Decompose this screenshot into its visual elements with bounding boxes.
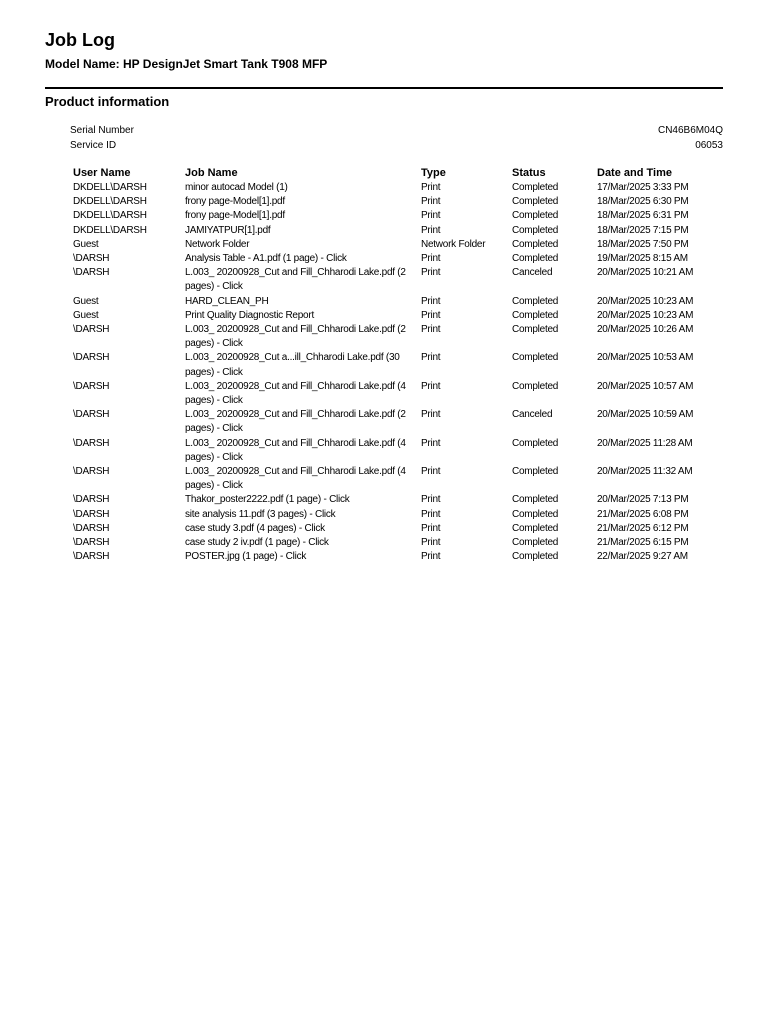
user-name-cell: \DARSH xyxy=(73,551,110,563)
type-cell: Print xyxy=(421,210,441,222)
table-row xyxy=(70,465,723,493)
type-cell: Print xyxy=(421,508,441,520)
job-name-cell: minor autocad Model (1) xyxy=(185,182,288,193)
job-name-cell: site analysis 11.pdf (3 pages) - Click xyxy=(185,508,336,520)
status-cell: Completed xyxy=(512,352,559,364)
type-cell: Print xyxy=(421,309,441,321)
table-row xyxy=(70,351,723,379)
date-time-cell: 21/Mar/2025 6:08 PM xyxy=(597,508,689,520)
table-row xyxy=(70,295,723,309)
status-cell: Canceled xyxy=(512,409,553,421)
date-time-cell: 20/Mar/2025 10:57 AM xyxy=(597,380,694,392)
table-row xyxy=(70,266,723,294)
table-row xyxy=(70,209,723,223)
table-row xyxy=(70,550,723,564)
table-row xyxy=(70,238,723,252)
job-name-cell: Analysis Table - A1.pdf (1 page) - Click xyxy=(185,253,347,265)
date-time-cell: 21/Mar/2025 6:15 PM xyxy=(597,537,689,549)
date-time-cell: 20/Mar/2025 11:32 AM xyxy=(597,466,693,478)
status-cell: Completed xyxy=(512,224,559,236)
date-time-cell: 21/Mar/2025 6:12 PM xyxy=(597,522,689,534)
status-cell: Completed xyxy=(512,295,559,307)
type-cell: Network Folder xyxy=(421,238,486,250)
job-name-cell: JAMIYATPUR[1].pdf xyxy=(185,224,271,236)
job-log-rows xyxy=(70,181,723,564)
job-name-cell: frony page-Model[1].pdf xyxy=(185,196,285,208)
job-name-cell: L.003_ 20200928_Cut a...ill_Chharodi Lake.pdf (30 pages) - Click xyxy=(185,352,400,378)
serial-number-label: Serial Number xyxy=(70,125,134,136)
user-name-cell: \DARSH xyxy=(73,437,110,449)
page-title: Job Log xyxy=(45,30,115,50)
table-row xyxy=(70,224,723,238)
status-cell: Completed xyxy=(512,522,559,534)
type-cell: Print xyxy=(421,182,441,193)
column-header-date-time: Date and Time xyxy=(597,167,672,179)
job-name-cell: frony page-Model[1].pdf xyxy=(185,210,285,222)
job-name-cell: case study 3.pdf (4 pages) - Click xyxy=(185,522,325,534)
status-cell: Completed xyxy=(512,437,559,449)
type-cell: Print xyxy=(421,551,441,563)
table-row xyxy=(70,181,723,195)
date-time-cell: 20/Mar/2025 10:26 AM xyxy=(597,324,694,336)
date-time-cell: 20/Mar/2025 10:53 AM xyxy=(597,352,694,364)
job-name-cell: L.003_ 20200928_Cut and Fill_Chharodi Lake.pdf (4 pages) - Click xyxy=(185,380,406,407)
job-log-table xyxy=(70,166,723,564)
job-name-cell: Network Folder xyxy=(185,238,250,250)
type-cell: Print xyxy=(421,253,441,265)
type-cell: Print xyxy=(421,437,441,449)
date-time-cell: 20/Mar/2025 10:23 AM xyxy=(597,295,694,307)
job-name-cell: HARD_CLEAN_PH xyxy=(185,295,269,307)
user-name-cell: \DARSH xyxy=(73,267,110,279)
table-row xyxy=(70,323,723,351)
type-cell: Print xyxy=(421,380,441,392)
user-name-cell: DKDELL\DARSH xyxy=(73,224,147,236)
type-cell: Print xyxy=(421,494,441,506)
job-name-cell: case study 2 iv.pdf (1 page) - Click xyxy=(185,537,329,549)
date-time-cell: 20/Mar/2025 10:23 AM xyxy=(597,309,694,321)
user-name-cell: \DARSH xyxy=(73,537,110,549)
table-row xyxy=(70,437,723,465)
service-id-row xyxy=(70,139,723,154)
date-time-cell: 22/Mar/2025 9:27 AM xyxy=(597,551,688,563)
table-row xyxy=(70,493,723,507)
product-info-block xyxy=(70,124,723,153)
table-row xyxy=(70,380,723,408)
job-name-cell: L.003_ 20200928_Cut and Fill_Chharodi Lake.pdf (2 pages) - Click xyxy=(185,409,406,435)
status-cell: Completed xyxy=(512,182,559,193)
user-name-cell: Guest xyxy=(73,238,99,250)
user-name-cell: Guest xyxy=(73,309,99,321)
user-name-cell: \DARSH xyxy=(73,508,110,520)
service-id-value: 06053 xyxy=(695,139,723,151)
date-time-cell: 20/Mar/2025 7:13 PM xyxy=(597,494,689,506)
service-id-label: Service ID xyxy=(70,139,117,151)
status-cell: Completed xyxy=(512,537,559,549)
date-time-cell: 18/Mar/2025 6:31 PM xyxy=(597,210,689,222)
date-time-cell: 18/Mar/2025 7:15 PM xyxy=(597,224,689,236)
user-name-cell: Guest xyxy=(73,295,99,307)
status-cell: Completed xyxy=(512,494,559,506)
column-header-status: Status xyxy=(512,167,546,179)
user-name-cell: \DARSH xyxy=(73,494,110,506)
type-cell: Print xyxy=(421,196,441,208)
column-header-type: Type xyxy=(421,167,446,179)
date-time-cell: 20/Mar/2025 11:28 AM xyxy=(597,437,693,449)
type-cell: Print xyxy=(421,267,441,279)
user-name-cell: \DARSH xyxy=(73,409,110,421)
type-cell: Print xyxy=(421,224,441,236)
status-cell: Completed xyxy=(512,508,559,520)
status-cell: Completed xyxy=(512,210,559,222)
date-time-cell: 19/Mar/2025 8:15 AM xyxy=(597,253,688,265)
section-title-product-information: Product information xyxy=(45,94,170,109)
user-name-cell: \DARSH xyxy=(73,324,110,336)
status-cell: Completed xyxy=(512,309,559,321)
table-row xyxy=(70,195,723,209)
job-name-cell: L.003_ 20200928_Cut and Fill_Chharodi Lake.pdf (4 pages) - Click xyxy=(185,437,406,463)
table-row xyxy=(70,508,723,522)
date-time-cell: 20/Mar/2025 10:21 AM xyxy=(597,267,694,279)
job-name-cell: POSTER.jpg (1 page) - Click xyxy=(185,551,307,563)
job-name-cell: L.003_ 20200928_Cut and Fill_Chharodi Lake.pdf (4 pages) - Click xyxy=(185,466,406,492)
type-cell: Print xyxy=(421,409,441,421)
table-header-row xyxy=(70,166,723,181)
status-cell: Completed xyxy=(512,238,559,250)
date-time-cell: 20/Mar/2025 10:59 AM xyxy=(597,409,694,421)
status-cell: Completed xyxy=(512,324,559,336)
date-time-cell: 17/Mar/2025 3:33 PM xyxy=(597,182,689,193)
user-name-cell: \DARSH xyxy=(73,522,110,534)
user-name-cell: DKDELL\DARSH xyxy=(73,196,147,208)
job-name-cell: Print Quality Diagnostic Report xyxy=(185,309,314,321)
date-time-cell: 18/Mar/2025 7:50 PM xyxy=(597,238,689,250)
job-name-cell: Thakor_poster2222.pdf (1 page) - Click xyxy=(185,494,350,506)
serial-number-value: CN46B6M04Q xyxy=(657,125,723,136)
table-row xyxy=(70,408,723,436)
type-cell: Print xyxy=(421,466,441,478)
column-header-user-name: User Name xyxy=(73,167,131,179)
header-divider xyxy=(45,87,723,89)
user-name-cell: \DARSH xyxy=(73,253,110,265)
type-cell: Print xyxy=(421,295,441,307)
user-name-cell: \DARSH xyxy=(73,466,110,478)
serial-number-row xyxy=(70,124,723,139)
user-name-cell: \DARSH xyxy=(73,380,110,392)
status-cell: Completed xyxy=(512,380,559,392)
job-name-cell: L.003_ 20200928_Cut and Fill_Chharodi Lake.pdf (2 pages) - Click xyxy=(185,324,406,350)
status-cell: Completed xyxy=(512,253,559,265)
model-name: Model Name: HP DesignJet Smart Tank T908 MFP xyxy=(45,57,328,71)
table-row xyxy=(70,252,723,266)
user-name-cell: DKDELL\DARSH xyxy=(73,210,147,222)
user-name-cell: DKDELL\DARSH xyxy=(73,182,147,193)
status-cell: Completed xyxy=(512,196,559,208)
job-name-cell: L.003_ 20200928_Cut and Fill_Chharodi Lake.pdf (2 pages) - Click xyxy=(185,267,406,293)
status-cell: Completed xyxy=(512,466,559,478)
type-cell: Print xyxy=(421,522,441,534)
date-time-cell: 18/Mar/2025 6:30 PM xyxy=(597,196,689,208)
type-cell: Print xyxy=(421,352,441,364)
status-cell: Canceled xyxy=(512,267,553,279)
table-row xyxy=(70,536,723,550)
table-row xyxy=(70,522,723,536)
user-name-cell: \DARSH xyxy=(73,352,110,364)
table-row xyxy=(70,309,723,323)
status-cell: Completed xyxy=(512,551,559,563)
type-cell: Print xyxy=(421,324,441,336)
column-header-job-name: Job Name xyxy=(185,167,238,179)
type-cell: Print xyxy=(421,537,441,549)
